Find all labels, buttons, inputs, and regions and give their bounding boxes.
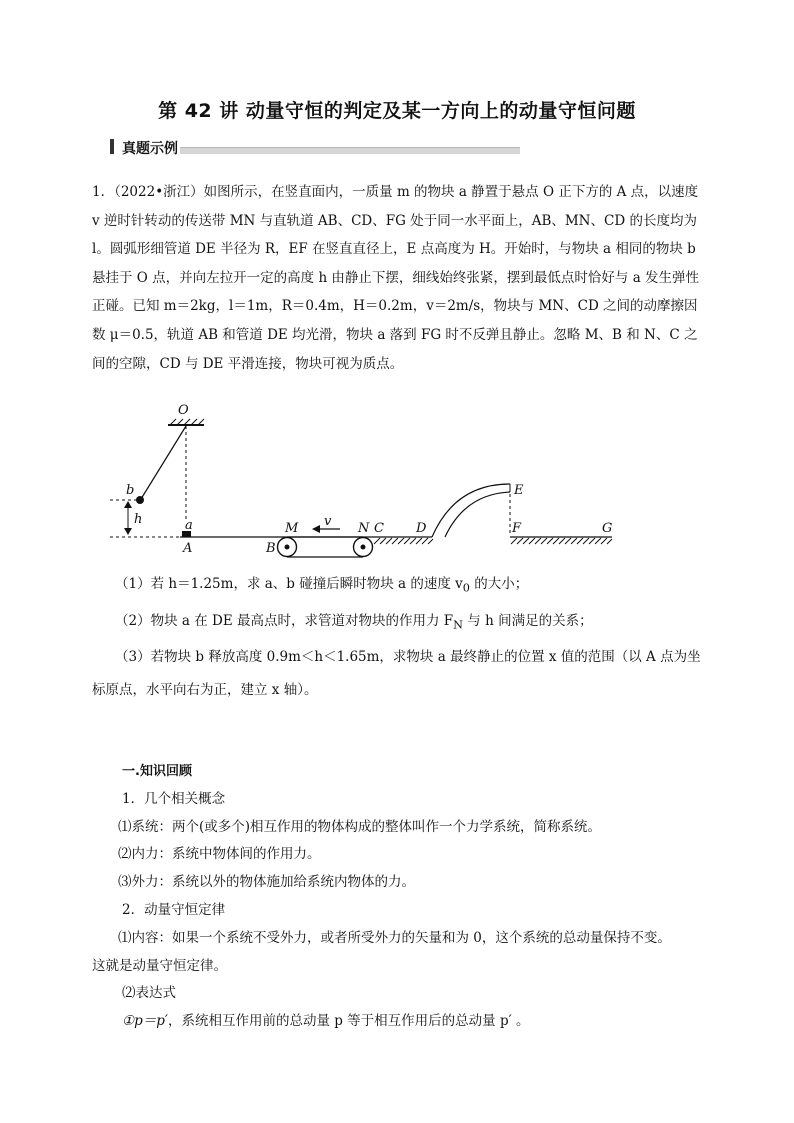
knowledge-review xyxy=(92,758,722,1036)
label-C: C xyxy=(374,521,384,536)
section-label: 真题示例 xyxy=(122,141,178,157)
label-M: M xyxy=(285,521,299,536)
expression-1-text: ，系统相互作用前的总动量 p 等于相互作用后的总动量 p′ 。 xyxy=(167,1013,530,1030)
label-b: b xyxy=(126,483,135,498)
label-h: h xyxy=(134,512,143,527)
problem-text xyxy=(92,178,710,378)
section-2-title: 2．动量守恒定律 xyxy=(122,901,226,918)
concept-external-force: ⑶外力：系统以外的物体施加给系统内物体的力。 xyxy=(118,874,415,891)
expression-1-formula: ①p＝p′ xyxy=(122,1013,168,1030)
problem-1 xyxy=(92,178,710,378)
label-E: E xyxy=(514,483,524,498)
label-N: N xyxy=(358,521,370,536)
label-D: D xyxy=(416,521,427,536)
expression-1 xyxy=(92,1008,722,1036)
section-rule xyxy=(180,147,520,154)
page-title: 第 42 讲 动量守恒的判定及某一方向上的动量守恒问题 xyxy=(158,100,636,122)
track-cd-hatch xyxy=(374,538,433,544)
height-arrow-head-down xyxy=(124,528,132,535)
concept-internal-force: ⑵内力：系统中物体间的作用力。 xyxy=(118,846,321,863)
label-F: F xyxy=(512,521,522,536)
height-arrow-head-up xyxy=(124,501,132,508)
label-O: O xyxy=(178,403,189,418)
pendulum-string xyxy=(141,426,186,499)
knowledge-heading: 一.知识回顾 xyxy=(122,764,192,779)
tube-inner xyxy=(445,492,510,537)
block-b xyxy=(136,496,144,504)
label-v: v xyxy=(324,514,332,529)
law-content-line1: ⑴内容：如果一个系统不受外力，或者所受外力的矢量和为 0，这个系统的总动量保持不变。 xyxy=(118,929,671,946)
velocity-arrow-head xyxy=(312,525,320,533)
concept-system: ⑴系统：两个(或多个)相互作用的物体构成的整体叫作一个力学系统，简称系统。 xyxy=(118,818,602,835)
question-1: （1）若 h＝1.25m，求 a、b 碰撞后瞬时物块 a 的速度 $v_0$ 的大小； xyxy=(115,576,529,595)
label-A: A xyxy=(183,541,193,556)
track-fg-hatch xyxy=(511,538,612,544)
question-3: （3）若物块 b 释放高度 0.9m＜h＜1.65m，求物块 a 最终静止的位置 x 值的范围（以 A 点为坐标原点，水平向右为正，建立 x 轴）。 xyxy=(92,649,701,699)
label-G: G xyxy=(602,521,613,536)
problem-source: （2022•浙江） xyxy=(114,184,204,200)
sub-questions xyxy=(92,568,710,707)
tube-outer xyxy=(432,484,510,537)
law-content-line2: 这就是动量守恒定律。 xyxy=(92,957,227,974)
label-a: a xyxy=(185,518,193,533)
problem-figure xyxy=(110,398,630,563)
section-marker xyxy=(110,139,114,154)
question-2: （2）物块 a 在 DE 最高点时，求管道对物块的作用力 $F_N$ 与 h 间满足的关系； xyxy=(115,612,593,632)
section-1-title: 1．几个相关概念 xyxy=(122,790,226,807)
label-B: B xyxy=(266,541,276,556)
pulley-m-axle xyxy=(285,545,290,550)
problem-number: 1． xyxy=(92,184,115,200)
expression-title: ⑵表达式 xyxy=(122,985,176,1002)
pulley-n-axle xyxy=(361,545,366,550)
problem-body: 如图所示，在竖直面内，一质量 m 的物块 a 静置于悬点 O 正下方的 A 点，以速度 v 逆时针转动的传送带 MN 与直轨道 AB、CD、FG 处于同一水平面上，AB、MN、CD 的长度均为 l。圆弧形细管道 DE 半径为 R，EF 在竖直直径上，E 点高度为 H。开始时，与物块 a 相同的物块 b 悬挂于 O 点，并向左拉开一定的高度 h 由静止下摆，细线始终张紧，摆到最低点时恰好与 a 发生弹性正碰。已知 m＝2kg，l＝1m，R＝0.4m，H＝0.2m，v＝2m/s，物块与 MN、CD 之间的动摩擦因数 μ＝0.5，轨道 AB 和管道 DE 均光滑，物块 a 落到 FG 时不反弹且静止。忽略 M、B 和 N、C 之间的空隙，CD 与 DE 平滑连接，物块可视为质点。 xyxy=(92,184,700,372)
